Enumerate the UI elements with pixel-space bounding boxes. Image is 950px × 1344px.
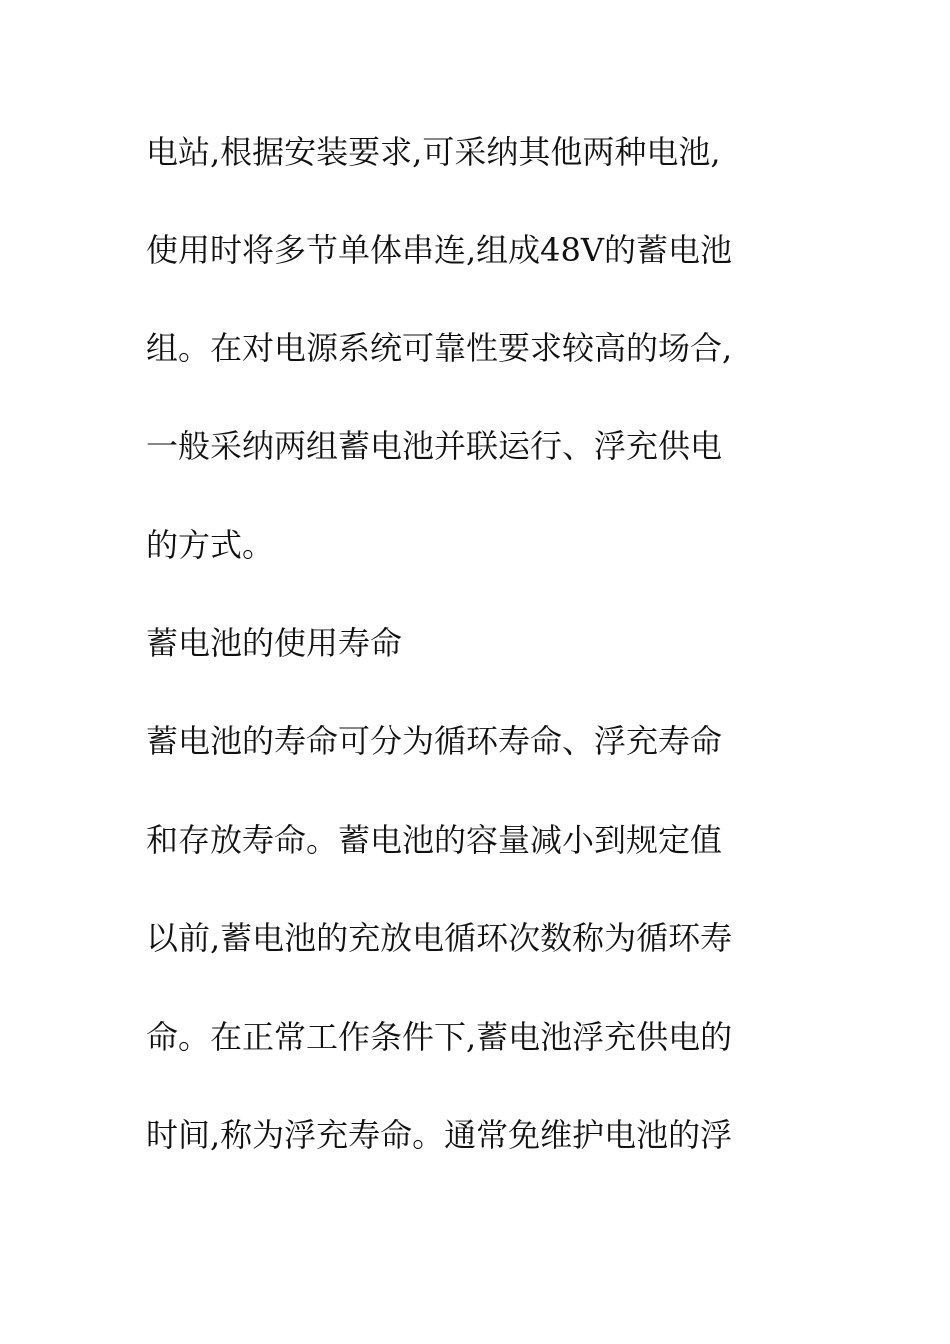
paragraph-line-1: 电站,根据安装要求,可采纳其他两种电池, (146, 133, 721, 171)
paragraph-line-7: 和存放寿命。蓄电池的容量减小到规定值 (146, 821, 723, 859)
paragraph-line-3: 组。在对电源系统可靠性要求较高的场合, (146, 329, 733, 367)
paragraph-line-10: 时间,称为浮充寿命。通常免维护电池的浮 (146, 1116, 733, 1154)
paragraph-line-9: 命。在正常工作条件下,蓄电池浮充供电的 (146, 1018, 733, 1056)
paragraph-line-2: 使用时将多节单体串连,组成48V的蓄电池 (146, 231, 733, 269)
paragraph-line-4: 一般采纳两组蓄电池并联运行、浮充供电 (146, 427, 723, 465)
paragraph-line-5: 的方式。 (146, 526, 275, 564)
section-heading: 蓄电池的使用寿命 (146, 624, 403, 662)
paragraph-line-6: 蓄电池的寿命可分为循环寿命、浮充寿命 (146, 722, 723, 760)
paragraph-line-8: 以前,蓄电池的充放电循环次数称为循环寿 (146, 919, 733, 957)
